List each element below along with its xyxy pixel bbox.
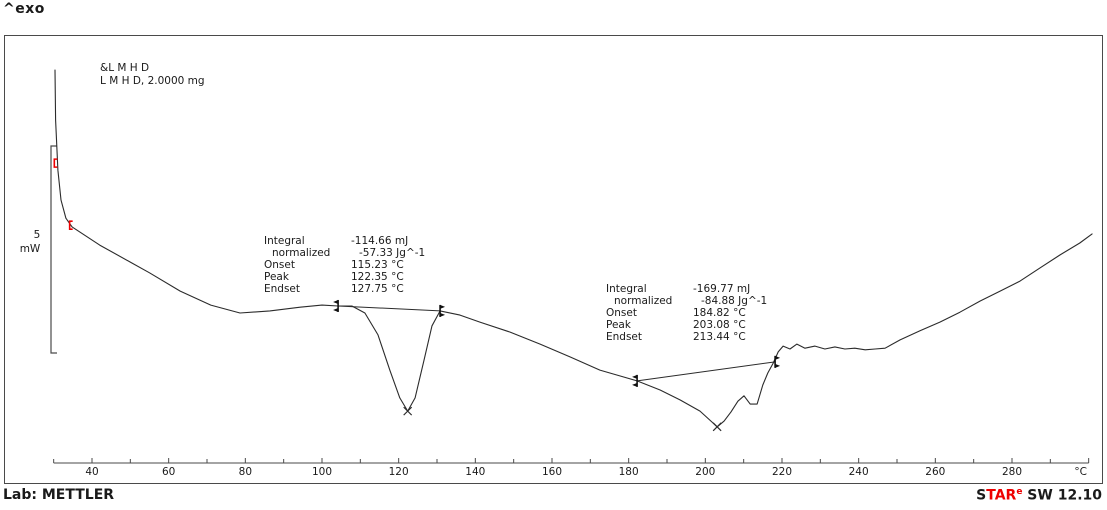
exo-direction-label: ^exo: [3, 1, 45, 17]
annotation-label: Endset: [264, 283, 301, 295]
sample-label: [100, 62, 205, 88]
integration-limit-flag: [775, 356, 780, 360]
x-tick-label: 180: [618, 466, 639, 478]
annotation-label: Onset: [264, 259, 295, 271]
software-name-red: TAR: [986, 487, 1017, 504]
integration-baseline: [637, 362, 775, 381]
peak-x-mark: [713, 423, 721, 431]
annotation-label: Integral: [264, 235, 305, 247]
x-tick-label: 120: [388, 466, 409, 478]
integration-results-peak1: [264, 235, 425, 295]
lab-name-label: Lab: METTLER: [3, 487, 115, 503]
annotation-row: [606, 307, 767, 319]
annotation-value: -57.33 Jg^-1: [359, 247, 426, 259]
integration-limit-flag: [632, 375, 637, 379]
annotation-row: [606, 319, 767, 331]
annotation-label: Endset: [606, 331, 643, 343]
sample-curve-name: &L M H D: [100, 62, 150, 74]
integration-limit-flag: [333, 308, 338, 312]
software-name-black: S: [976, 487, 987, 504]
annotation-label: Integral: [606, 283, 647, 295]
x-tick-label: 140: [465, 466, 486, 478]
annotation-value: -84.88 Jg^-1: [701, 295, 768, 307]
x-tick-label: 100: [311, 466, 332, 478]
y-scalebar-unit: mW: [19, 243, 41, 255]
software-superscript-e: e: [1016, 487, 1023, 497]
software-version-number: SW 12.10: [1022, 487, 1102, 504]
annotation-value: 122.35 °C: [351, 271, 404, 283]
annotation-value: -114.66 mJ: [351, 235, 409, 247]
x-tick-label: 60: [161, 466, 176, 478]
dsc-curve: [55, 70, 1092, 427]
software-version-label: [976, 487, 1102, 504]
annotation-value: 115.23 °C: [351, 259, 404, 271]
integration-results-peak2: [606, 283, 767, 343]
annotation-row: [264, 247, 425, 259]
y-scalebar-value: 5: [33, 229, 41, 241]
y-scalebar-bracket: [51, 146, 57, 353]
x-tick-label: 240: [848, 466, 869, 478]
x-tick-label: 220: [771, 466, 792, 478]
annotation-label: Onset: [606, 307, 637, 319]
annotation-value: 127.75 °C: [351, 283, 404, 295]
cursor-mark-red: [54, 159, 57, 167]
annotation-row: [264, 259, 425, 271]
annotation-label: normalized: [272, 247, 331, 259]
x-axis-unit-label: °C: [1074, 466, 1087, 478]
x-tick-label: 200: [695, 466, 716, 478]
annotation-row: [606, 331, 767, 343]
annotation-value: 203.08 °C: [693, 319, 746, 331]
annotation-label: Peak: [264, 271, 289, 283]
annotation-value: 184.82 °C: [693, 307, 746, 319]
integration-limit-flag: [775, 364, 780, 368]
x-tick-label: 160: [541, 466, 562, 478]
annotation-row: [606, 295, 767, 307]
integration-limit-flag: [440, 305, 445, 309]
integration-limit-flag: [632, 383, 637, 387]
sample-mass: L M H D, 2.0000 mg: [100, 75, 205, 87]
annotation-label: normalized: [614, 295, 673, 307]
peak-x-mark: [404, 407, 412, 415]
annotation-value: 213.44 °C: [693, 331, 746, 343]
x-tick-label: 40: [85, 466, 99, 478]
annotation-row: [264, 283, 425, 295]
x-tick-label: 80: [238, 466, 253, 478]
annotation-row: [264, 235, 425, 247]
integration-limit-flag: [333, 300, 338, 304]
annotation-row: [264, 271, 425, 283]
integration-baseline: [338, 306, 440, 311]
x-tick-label: 260: [925, 466, 946, 478]
integration-limit-flag: [440, 313, 445, 317]
annotation-label: Peak: [606, 319, 631, 331]
x-tick-label: 280: [1001, 466, 1022, 478]
annotation-value: -169.77 mJ: [693, 283, 751, 295]
annotation-row: [606, 283, 767, 295]
